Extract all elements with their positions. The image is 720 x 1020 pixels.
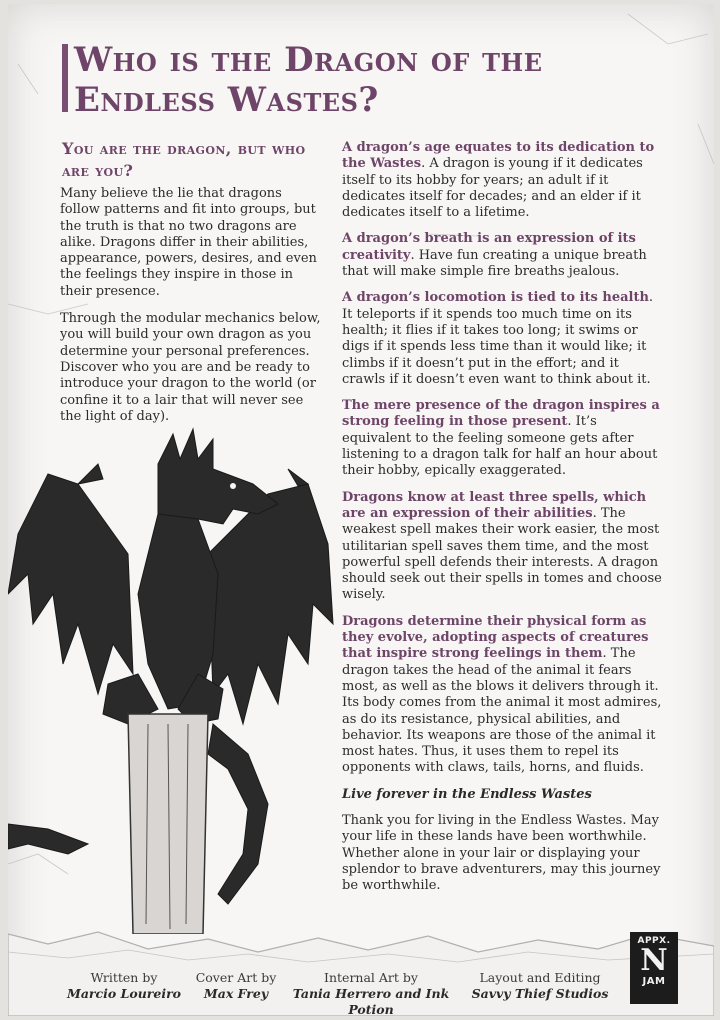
rule-text: . Have fun creating a unique breath that will make simple fire breaths jealous. [342,247,647,280]
rule-lead: A dragon’s breath is an expression of its creativity [342,231,636,263]
rule-paragraph-breath [342,231,664,280]
credit-name: Marcio Loureiro [67,986,181,1001]
rule-paragraph-presence [342,398,664,479]
document-page [8,4,714,1016]
credit-role: Written by [90,970,158,985]
rule-lead: A dragon’s locomotion is tied to its health [342,290,649,306]
closing-heading: Live forever in the Endless Wastes [342,786,592,802]
title-accent-bar [62,44,68,112]
rule-paragraph-locomotion [342,290,664,388]
rule-paragraph-spells [342,490,664,604]
credit-name: Max Frey [203,986,269,1001]
rule-paragraph-age [342,140,664,221]
credit-cover-art [186,970,286,1002]
rule-text: . The weakest spell makes their work easier, the most utilitarian spell saves them time, and the most powerful spell defends their interests. A dragon should seek out their spells in tomes and choose wisely. [342,505,662,603]
credit-role: Internal Art by [324,970,418,985]
credit-name: Savvy Thief Studios [471,986,609,1001]
appx-n-jam-logo [630,932,678,1004]
rule-lead: Dragons know at least three spells, which are an expression of their abilities [342,489,647,521]
credit-role: Cover Art by [195,970,277,985]
rule-text: . A dragon is young if it dedicates itself to its hobby for years; an adult if it dedicates itself for decades; and an elder if it dedicates itself to a lifetime. [342,156,643,221]
page-title: Who is the Dragon of the Endless Wastes? [74,40,543,120]
dragon-illustration [8,424,338,934]
intro-paragraph-2: Through the modular mechanics below, you will build your own dragon as you determine your personal preferences. Discover who you are and be ready to introduce your dragon to the world (or confine it to a lair that will never see the light of day). [60,311,321,424]
rule-lead: The mere presence of the dragon inspires a strong feeling in those present [342,398,660,430]
credit-role: Layout and Editing [479,970,601,985]
intro-paragraph-1: Many believe the lie that dragons follow patterns and fit into groups, but the truth is that no two dragons are alike. Dragons differ in their abilities, appearance, powers, desires, and even the feelings they inspire in those in their presence. [60,186,317,299]
rule-text: . It’s equivalent to the feeling someone gets after listening to a dragon talk for half an hour about their hobby, epically exaggerated. [342,414,658,479]
rule-lead: A dragon’s age equates to its dedication to the Wastes [342,140,655,172]
credit-name: Tania Herrero and Ink Potion [292,986,450,1016]
logo-bottom-text: JAM [642,976,666,987]
credit-writer [64,970,184,1002]
rule-lead: Dragons determine their physical form as they evolve, adopting aspects of creatures that inspire strong feelings in them [342,613,649,662]
left-column [60,186,322,436]
closing-paragraph: Thank you for living in the Endless Wastes. May your life in these lands have been worthwhile. Whether alone in your lair or displaying your splendor to brave adventurers, may this journey be worthwhile. [342,812,661,894]
rule-text: . It teleports if it spends too much time on its health; it flies if it takes too long; it swims or digs if it spends less time than it would like; it climbs if it doesn’t put in the effort; and it crawls if it doesn’t even want to think about it. [342,290,654,387]
right-column [342,140,664,904]
section-subtitle: You are the dragon, but who are you? [62,139,306,180]
credit-internal-art [276,970,466,1016]
credit-layout [470,970,610,1002]
logo-top-text: APPX. [637,936,671,946]
logo-letter: N [640,943,668,978]
rule-text: . The dragon takes the head of the animal it fears most, as well as the blows it delivers through it. Its body comes from the animal it most admires, as do its resistance, physical abilities, and behavior. Its weapons are those of the animal it most hates. Thus, it uses them to repel its opponents with claws, tails, horns, and fluids. [342,646,662,776]
rule-paragraph-form [342,614,664,777]
